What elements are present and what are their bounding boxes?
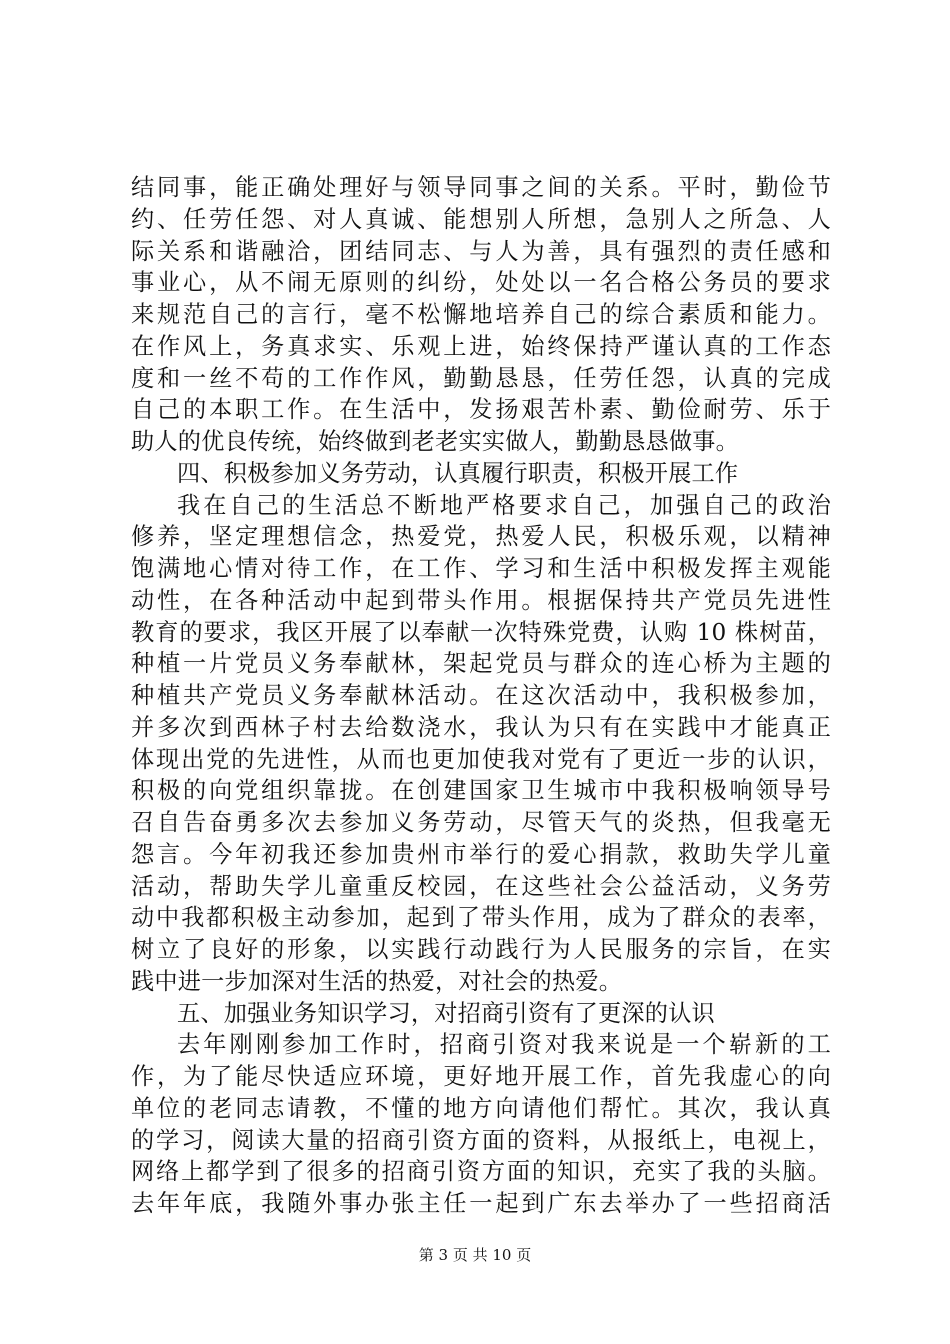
text-line: 来规范自己的言行，毫不松懈地培养自己的综合素质和能力。 [131,301,831,328]
text-line: 种植一片党员义务奉献林，架起党员与群众的连心桥为主题的 [131,650,831,678]
text-line: 作，为了能尽快适应环境，更好地开展工作，首先我虚心的向 [131,1063,831,1090]
text-line: 网络上都学到了很多的招商引资方面的知识，充实了我的头脑。 [131,1158,831,1186]
text-line: 教育的要求，我区开展了以奉献一次特殊党费，认购 10 株树苗， [131,618,831,646]
section-heading: 四、积极参加义务劳动，认真履行职责，积极开展工作 [177,459,739,487]
body-text [131,172,831,1220]
text-line: 树立了良好的形象，以实践行动践行为人民服务的宗旨，在实 [131,936,831,963]
text-line: 践中进一步加深对生活的热爱，对社会的热爱。 [131,967,623,995]
text-line: 动中我都积极主动参加，起到了带头作用，成为了群众的表率， [131,904,831,932]
text-line: 际关系和谐融洽，团结同志、与人为善，具有强烈的责任感和 [131,237,831,265]
text-line: 在作风上，务真求实、乐观上进，始终保持严谨认真的工作态 [131,332,831,360]
text-line: 事业心，从不闹无原则的纠纷，处处以一名合格公务员的要求 [131,269,831,297]
page-footer: 第 3 页 共 10 页 [418,1246,532,1264]
text-line: 修养，坚定理想信念，热爱党，热爱人民，积极乐观，以精神 [131,523,831,551]
text-line: 去年年底，我随外事办张主任一起到广东去举办了一些招商活 [131,1190,831,1217]
text-line: 约、任劳任怨、对人真诚、能想别人所想，急别人之所急、人 [131,205,831,233]
text-line: 饱满地心情对待工作，在工作、学习和生活中积极发挥主观能 [131,555,831,582]
text-line: 种植共产党员义务奉献林活动。在这次活动中，我积极参加， [131,682,831,709]
text-line: 结同事，能正确处理好与领导同事之间的关系。平时，勤俭节 [131,174,831,201]
text-line: 体现出党的先进性，从而也更加使我对党有了更近一步的认识， [131,745,831,773]
text-line: 助人的优良传统，始终做到老老实实做人，勤勤恳恳做事。 [131,428,740,455]
text-line: 怨言。今年初我还参加贵州市举行的爱心捐款，救助失学儿童 [131,840,831,868]
text-line: 动性，在各种活动中起到带头作用。根据保持共产党员先进性 [131,586,831,614]
text-line: 我在自己的生活总不断地严格要求自己，加强自己的政治 [177,491,831,519]
text-line: 活动，帮助失学儿童重反校园，在这些社会公益活动，义务劳 [131,872,831,900]
text-line: 单位的老同志请教，不懂的地方向请他们帮忙。其次，我认真 [131,1094,831,1122]
text-line: 度和一丝不苟的工作作风，勤勤恳恳，任劳任怨，认真的完成 [131,364,831,392]
text-line: 积极的向党组织靠拢。在创建国家卫生城市中我积极响领导号 [131,777,831,805]
text-line: 并多次到西林子村去给数浇水，我认为只有在实践中才能真正 [131,713,831,741]
text-line: 的学习，阅读大量的招商引资方面的资料，从报纸上，电视上， [131,1126,831,1154]
text-line: 去年刚刚参加工作时，招商引资对我来说是一个崭新的工 [177,1031,831,1059]
section-heading: 五、加强业务知识学习，对招商引资有了更深的认识 [177,999,715,1027]
text-line: 召自告奋勇多次去参加义务劳动，尽管天气的炎热，但我毫无 [131,809,831,836]
text-line: 自己的本职工作。在生活中，发扬艰苦朴素、勤俭耐劳、乐于 [131,396,831,424]
